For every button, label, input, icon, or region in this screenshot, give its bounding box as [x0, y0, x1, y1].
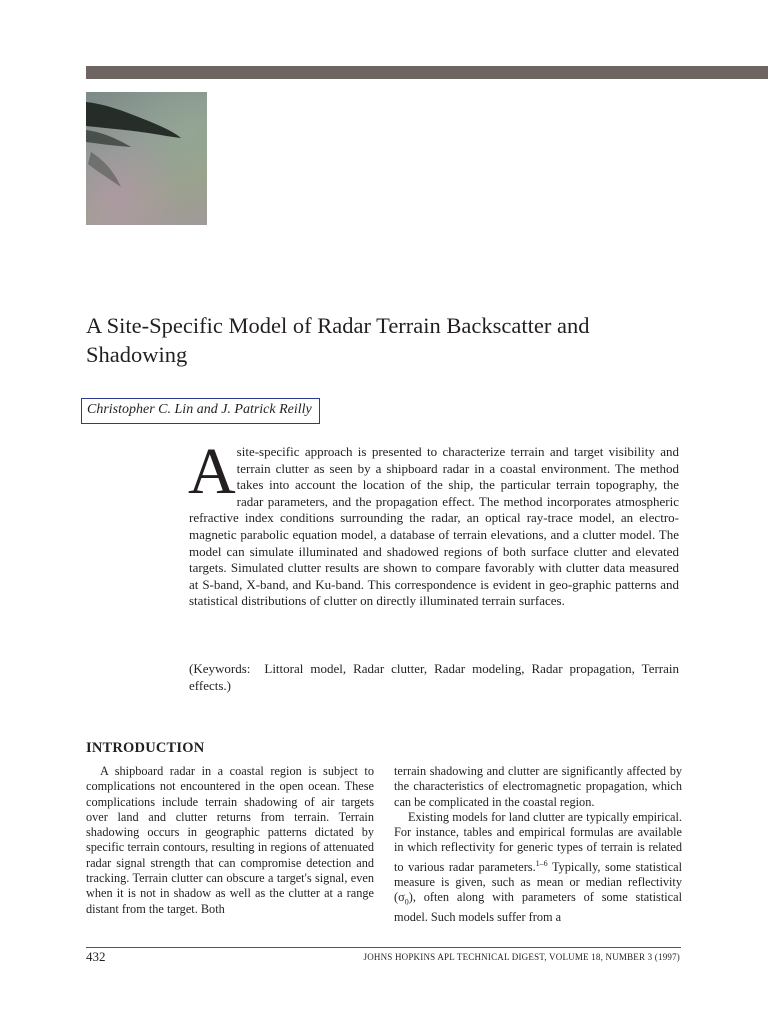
author-byline[interactable]: Christopher C. Lin and J. Patrick Reilly [81, 398, 320, 424]
article-cover-image [86, 92, 207, 225]
journal-citation: JOHNS HOPKINS APL TECHNICAL DIGEST, VOLUME 18, NUMBER 3 (1997) [363, 952, 680, 962]
abstract-text: site-specific approach is presented to characterize terrain and target visibility and terrain clutter as seen by a shipboard radar in a coastal environment. The method takes into account the location of the ship, the particular terrain topography, the radar parameters, and the propagation effect. The method incorporates atmospheric refractive index conditions surrounding the radar, an optical ray-trace model, an electromagnetic parabolic equation model, a database of terrain elevations, and a clutter model. The model can simulate illuminated and shadowed regions of both surface clutter and elevated targets. Simulated clutter results are shown to compare favorably with clutter data measured at S-band, X-band, and Ku-band. This correspondence is evident in geo-graphic patterns and statistical distributions of clutter on directly illuminated terrain surfaces. [189, 444, 679, 609]
article-title: A Site-Specific Model of Radar Terrain Backscatter and Shadowing [86, 313, 590, 367]
body-paragraph: A shipboard radar in a coastal region is subject to complications not encountered in the open ocean. These complications include terrain shadowing of air targets over land and clutter returns from terrain. Terrain shadowing occurs in geographic patterns dictated by specific terrain contours, resulting in regions of attenuated radar signal strength that can compromise detection and tracking. Terrain clutter can obscure a target's signal, even when it is not in shadow as well as the clutter at a range distant from the target. Both [86, 764, 374, 916]
footer-divider [86, 947, 681, 948]
body-column-left [86, 764, 374, 917]
abstract-paragraph [188, 435, 679, 610]
section-heading-introduction: INTRODUCTION [86, 740, 205, 756]
keywords-line: (Keywords: Littoral model, Radar clutter, Radar modeling, Radar propagation, Terrain effects.) [189, 661, 679, 693]
header-band [86, 66, 768, 79]
body-text: Existing models for land clutter are typically empirical. For instance, tables and empirical formulas are available in which reflectivity for generic types of terrain is related to various radar parameters. [394, 809, 682, 874]
drop-cap: A [188, 435, 236, 508]
subscript: 0 [404, 897, 409, 907]
body-paragraph [394, 810, 682, 926]
body-text: ), often along with parameters of some statistical model. Such models suffer from a [394, 890, 682, 925]
aircraft-silhouette-graphic [86, 92, 207, 225]
reference-superscript[interactable]: 1–6 [535, 858, 548, 868]
page-number: 432 [86, 949, 106, 964]
body-paragraph-continuation: terrain shadowing and clutter are significantly affected by the characteristics of electromagnetic propagation, which can be complicated in the coastal region. [394, 764, 682, 809]
body-column-right [394, 764, 682, 926]
body-text: Typically, some statistical measure is given, such as mean or median reflectivity (σ [394, 859, 682, 905]
